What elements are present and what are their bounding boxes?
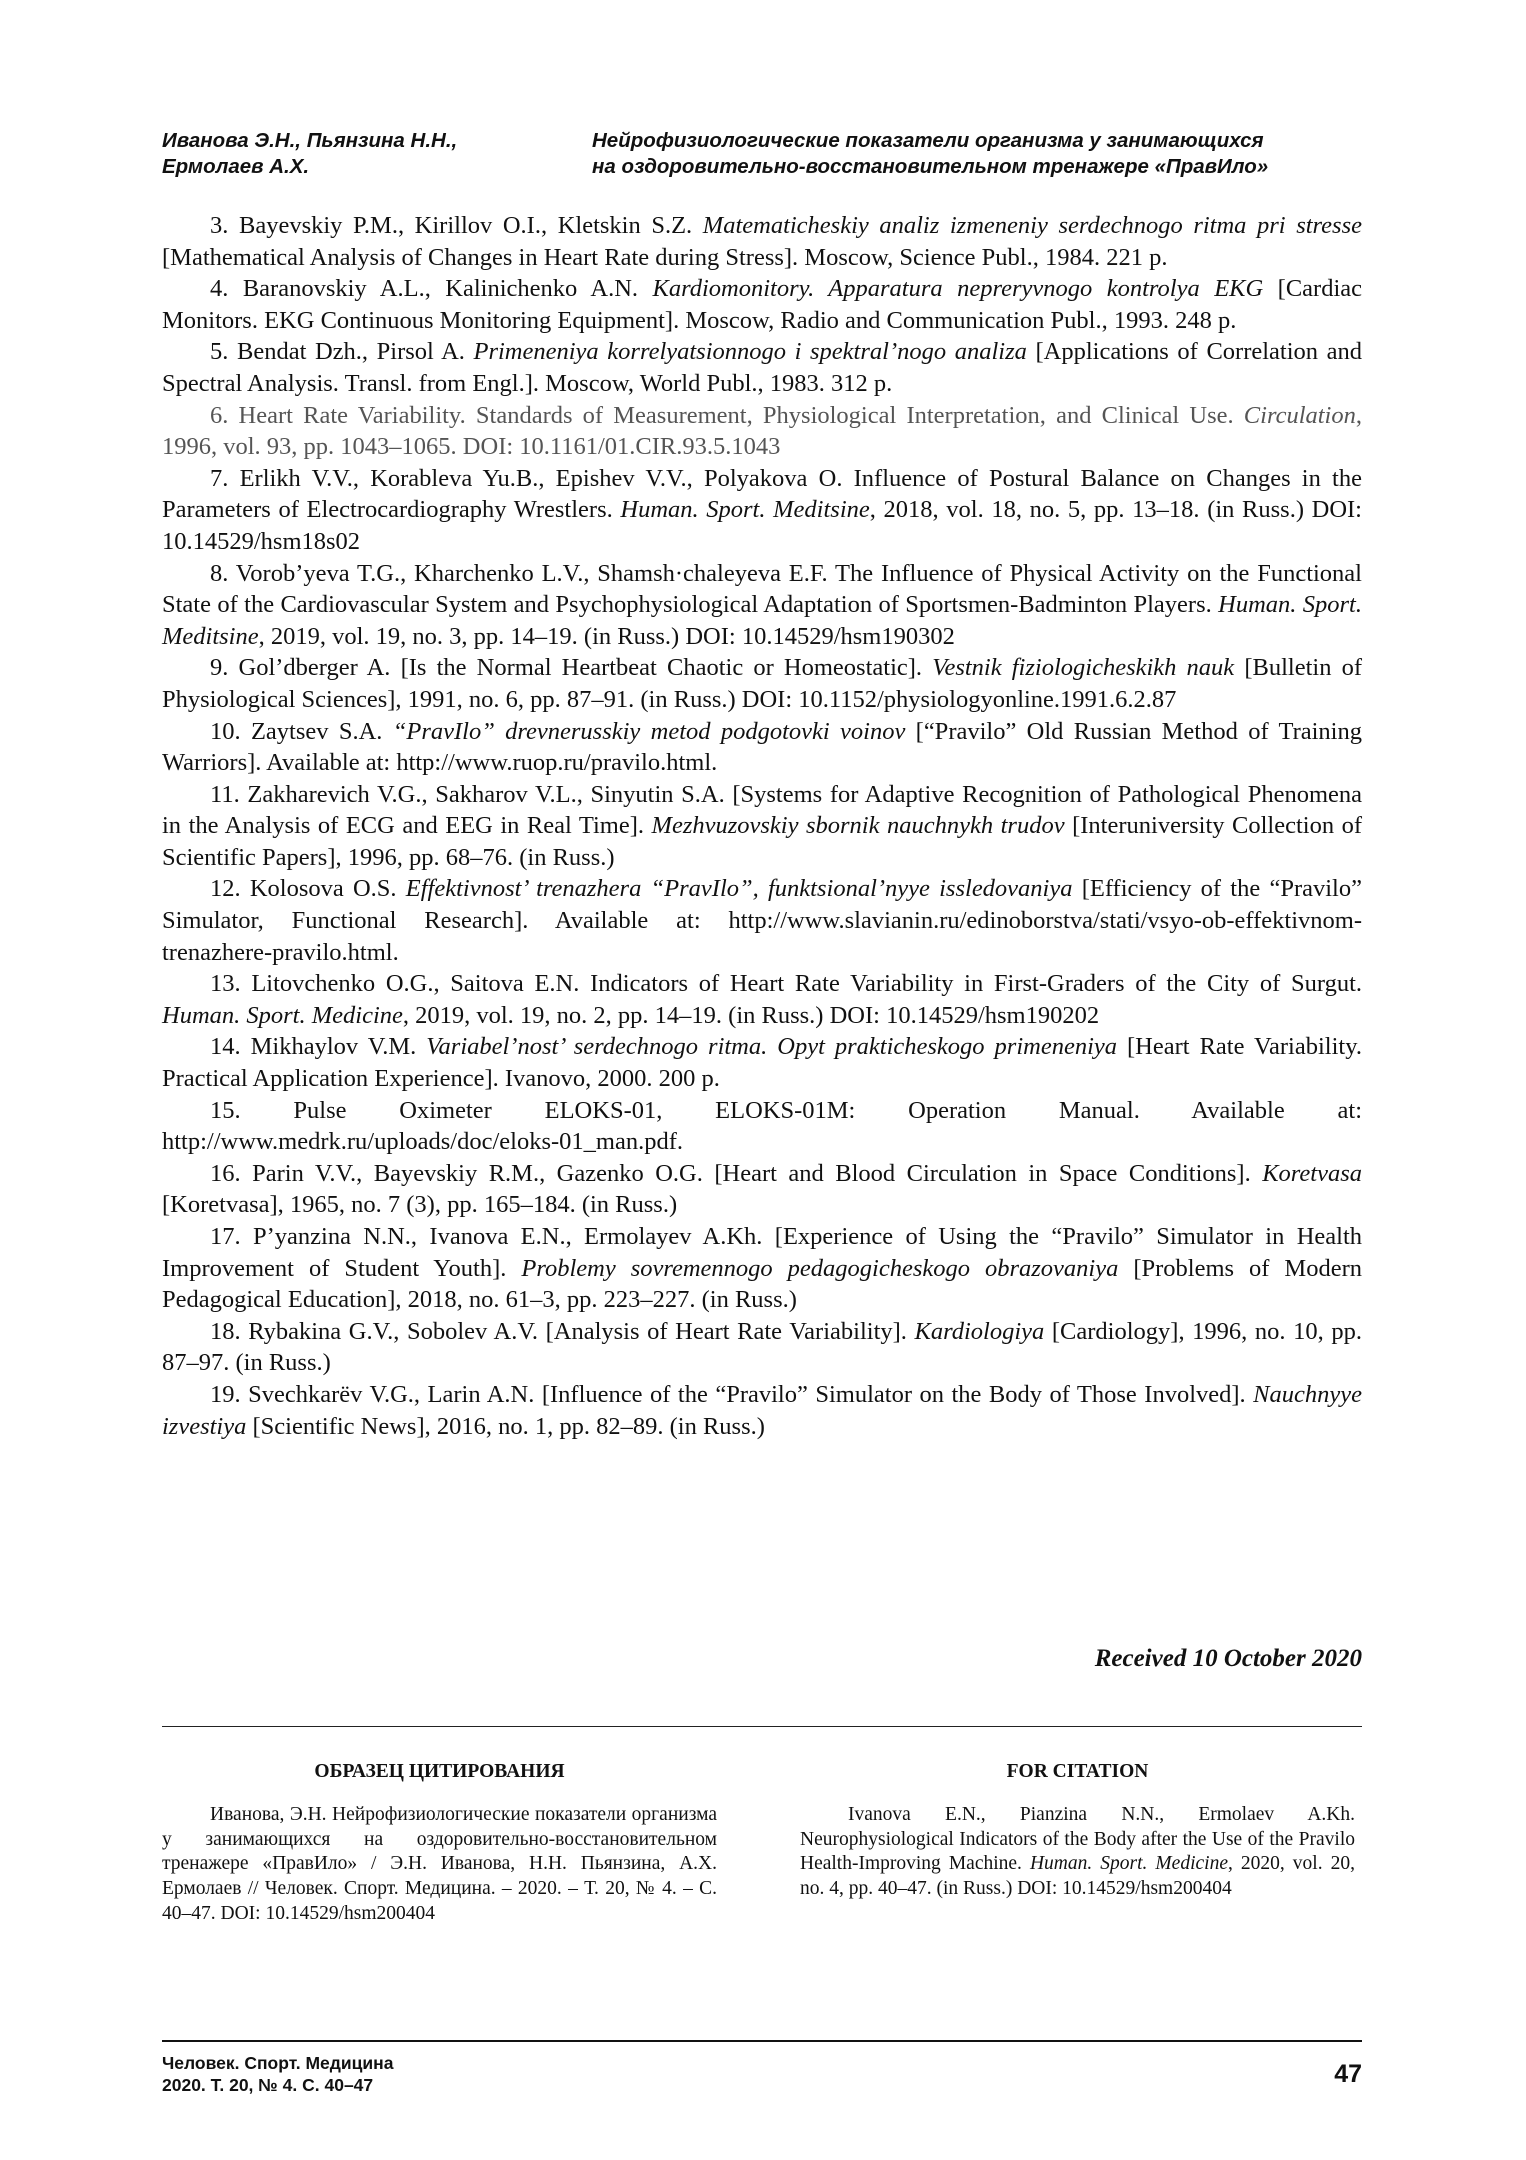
italic-title-segment: Kardiomonitory. Apparatura nepreryvnogo kontrolya EKG — [652, 275, 1264, 303]
footer-journal-info — [162, 2052, 662, 2096]
text-segment: 11. Zakharevich V.G., Sakharov V.L., Sinyutin S.A. [Systems for Adaptive Recognition of Pathological Phenomena in the Analysis of ECG and EEG in Real Time]. — [162, 780, 1362, 840]
text-segment: 19. Svechkarёv V.G., Larin A.N. [Influence of the “Pravilo” Simulator on the Body of Those Involved]. — [210, 1380, 1254, 1408]
text-segment: Иванова, Э.Н. Нейрофизиологические показатели организма у занимающихся на оздоровительно-восстановительном тренажере «ПравИло» / Э.Н. Иванова, Н.Н. Пьянзина, А.Х. Ермолаев // Человек. Спорт. Медицина. – 2020. – Т. 20, № 4. – С. 40–47. DOI: 10.14529/hsm200404 — [162, 1803, 717, 1924]
text-segment: 5. Bendat Dzh., Pirsol A. — [210, 338, 474, 366]
reference-item — [162, 716, 1362, 779]
citation-ru-title: ОБРАЗЕЦ ЦИТИРОВАНИЯ — [314, 1761, 565, 1782]
received-date: Received 10 October 2020 — [1094, 1645, 1362, 1672]
header-title — [592, 128, 1362, 180]
citation-en-title: FOR CITATION — [1006, 1761, 1149, 1782]
italic-title-segment: Nauchnyye izvestiya — [162, 1380, 1362, 1440]
header-authors-line: Ермолаев А.Х. — [162, 155, 310, 178]
text-segment: 4. Baranovskiy A.L., Kalinichenko A.N. — [210, 275, 653, 303]
reference-item — [162, 1316, 1362, 1379]
text-segment: Ivanova E.N., Pianzina N.N., Ermolaev A.Kh. Neurophysiological Indicators of the Body after the Use of the Pravilo Health-Improving Machine. — [800, 1803, 1355, 1875]
reference-item — [162, 1031, 1362, 1094]
text-segment: [Interuniversity Collection of Scientific Papers], 1996, pp. 68–76. (in Russ.) — [162, 812, 1362, 871]
header-title-line: Нейрофизиологические показатели организма у занимающихся — [592, 129, 1264, 152]
text-segment: , 1996, vol. 93, pp. 1043–1065. DOI: 10.1161/01.CIR.93.5.1043 — [162, 401, 1362, 461]
reference-item — [162, 1095, 1362, 1158]
italic-title-segment: Primeneniya korrelyatsionnogo i spektral’nogo analiza — [473, 338, 1027, 366]
italic-title-segment: Circulation — [1243, 401, 1356, 429]
italic-title-segment: Human. Sport. Medicine — [162, 1001, 403, 1029]
italic-title-segment: Variabel’nost’ serdechnogo ritma. Opyt prakticheskogo primeneniya — [426, 1033, 1118, 1061]
footer-journal-line: 2020. Т. 20, № 4. С. 40–47 — [162, 2075, 374, 2095]
text-segment: , 2018, vol. 18, no. 5, pp. 13–18. (in Russ.) DOI: 10.14529/hsm18s02 — [162, 496, 1362, 555]
text-segment: , 2020, vol. 20, no. 4, pp. 40–47. (in Russ.) DOI: 10.14529/hsm200404 — [800, 1853, 1355, 1900]
text-segment: [Cardiology], 1996, no. 10, pp. 87–97. (in Russ.) — [162, 1317, 1362, 1377]
reference-item — [162, 1158, 1362, 1221]
citation-ru-block — [162, 1760, 717, 1927]
text-segment: [Scientific News], 2016, no. 1, pp. 82–89. (in Russ.) — [246, 1412, 765, 1440]
reference-item — [162, 1379, 1362, 1442]
footer-rule — [162, 2040, 1362, 2042]
reference-item — [162, 779, 1362, 874]
text-segment: , 2019, vol. 19, no. 3, pp. 14–19. (in Russ.) DOI: 10.14529/hsm190302 — [258, 622, 955, 650]
text-segment: 7. Erlikh V.V., Korableva Yu.B., Epishev V.V., Polyakova O. Influence of Postural Balance on Changes in the Parameters of Electrocardiography Wrestlers. — [162, 464, 1362, 524]
text-segment: [“Pravilo” Old Russian Method of Training Warriors]. Available at: http://www.ruop.ru/pravilo.html. — [162, 717, 1362, 777]
citation-en-text — [800, 1803, 1355, 1902]
italic-title-segment: Human. Sport. Meditsine — [162, 591, 1362, 650]
text-segment: 6. Heart Rate Variability. Standards of Measurement, Physiological Interpretation, and Clinical Use. — [210, 401, 1244, 429]
text-segment: 10. Zaytsev S.A. — [210, 717, 393, 745]
text-segment: 18. Rybakina G.V., Sobolev A.V. [Analysis of Heart Rate Variability]. — [210, 1317, 915, 1345]
text-segment: 9. Gol’dberger A. [Is the Normal Heartbeat Chaotic or Homeostatic]. — [210, 654, 933, 682]
text-segment: 3. Bayevskiy P.M., Kirillov O.I., Kletskin S.Z. — [210, 212, 703, 239]
reference-item — [162, 463, 1362, 558]
citation-en-block — [800, 1760, 1355, 1902]
text-segment: [Heart Rate Variability. Practical Application Experience]. Ivanovo, 2000. 200 p. — [162, 1033, 1362, 1093]
italic-title-segment: Vestnik fiziologicheskikh nauk — [932, 654, 1235, 682]
header-title-line: на оздоровительно-восстановительном тренажере «ПравИло» — [592, 155, 1269, 178]
italic-title-segment: Kardiologiya — [914, 1317, 1045, 1345]
italic-title-segment: “PravIlo” drevnerusskiy metod podgotovki voinov — [392, 717, 906, 745]
reference-item — [162, 652, 1362, 715]
header-authors-line: Иванова Э.Н., Пьянзина Н.Н., — [162, 129, 458, 152]
reference-list — [162, 210, 1362, 1442]
text-segment: 17. P’yanzina N.N., Ivanova E.N., Ermolayev A.Kh. [Experience of Using the “Pravilo” Simulator in Health Improvement of Student Youth]. — [162, 1223, 1362, 1282]
italic-title-segment: Problemy sovremennogo pedagogicheskogo obrazovaniya — [521, 1254, 1119, 1282]
text-segment: , 2019, vol. 19, no. 2, pp. 14–19. (in Russ.) DOI: 10.14529/hsm190202 — [402, 1001, 1100, 1029]
text-segment: [Cardiac Monitors. EKG Continuous Monitoring Equipment]. Moscow, Radio and Communication Publ., 1993. 248 p. — [162, 275, 1363, 334]
running-header — [162, 128, 1362, 188]
italic-title-segment: Effektivnost’ trenazhera “PravIlo”, funktsional’nyye issledovaniya — [405, 875, 1073, 903]
text-segment: 15. Pulse Oximeter ELOKS-01, ELOKS-01M: Operation Manual. Available at: http://www.medrk.ru/uploads/doc/eloks-01_man.pdf. — [162, 1096, 1362, 1156]
text-segment: 13. Litovchenko O.G., Saitova E.N. Indicators of Heart Rate Variability in First-Graders of the City of Surgut. — [210, 970, 1362, 998]
text-segment: [Bulletin of Physiological Sciences], 1991, no. 6, pp. 87–91. (in Russ.) DOI: 10.1152/physiologyonline.1991.6.2.87 — [162, 654, 1362, 713]
reference-item — [162, 273, 1362, 336]
text-segment: [Mathematical Analysis of Changes in Heart Rate during Stress]. Moscow, Science Publ., 1984. 221 p. — [162, 243, 1168, 271]
text-segment: [Efficiency of the “Pravilo” Simulator, Functional Research]. Available at: http://www.slavianin.ru/edinoborstva/stati/vsyo-ob-effektivnom-trenazhere-pravilo.html. — [162, 875, 1362, 966]
text-segment: 12. Kolosova O.S. — [210, 875, 406, 903]
reference-item — [162, 968, 1362, 1031]
reference-item — [162, 336, 1362, 399]
text-segment: 16. Parin V.V., Bayevskiy R.M., Gazenko O.G. [Heart and Blood Circulation in Space Conditions]. — [210, 1159, 1263, 1187]
reference-item — [162, 1221, 1362, 1316]
italic-title-segment: Human. Sport. Meditsine — [620, 496, 870, 524]
text-segment: 8. Vorob’yeva T.G., Kharchenko L.V., Shamsh·chaleyeva E.F. The Influence of Physical Activity on the Functional State of the Cardiovascular System and Psychophysiological Adaptation of Sportsmen-Badminton Players. — [162, 559, 1362, 619]
reference-item — [162, 210, 1362, 273]
footer-journal-line: Человек. Спорт. Медицина — [162, 2053, 394, 2073]
text-segment: [Koretvasa], 1965, no. 7 (3), pp. 165–184. (in Russ.) — [162, 1191, 678, 1219]
reference-item — [162, 558, 1362, 653]
text-segment: [Problems of Modern Pedagogical Education], 2018, no. 61–3, pp. 223–227. (in Russ.) — [162, 1254, 1362, 1314]
page-number: 47 — [1334, 2060, 1362, 2088]
text-segment: 14. Mikhaylov V.M. — [210, 1033, 427, 1061]
reference-item — [162, 400, 1362, 463]
italic-title-segment: Mezhvuzovskiy sbornik nauchnykh trudov — [651, 812, 1065, 840]
text-segment: [Applications of Correlation and Spectral Analysis. Transl. from Engl.]. Moscow, World Publ., 1983. 312 p. — [162, 338, 1362, 397]
reference-item — [162, 873, 1362, 968]
header-authors — [162, 128, 582, 180]
divider-line — [162, 1726, 1362, 1727]
italic-title-segment: Koretvasa — [1262, 1159, 1362, 1187]
italic-title-segment: Matematicheskiy analiz izmeneniy serdechnogo ritma pri stresse — [702, 212, 1362, 239]
italic-title-segment: Human. Sport. Medicine — [1029, 1853, 1228, 1875]
citation-ru-text — [162, 1803, 717, 1927]
